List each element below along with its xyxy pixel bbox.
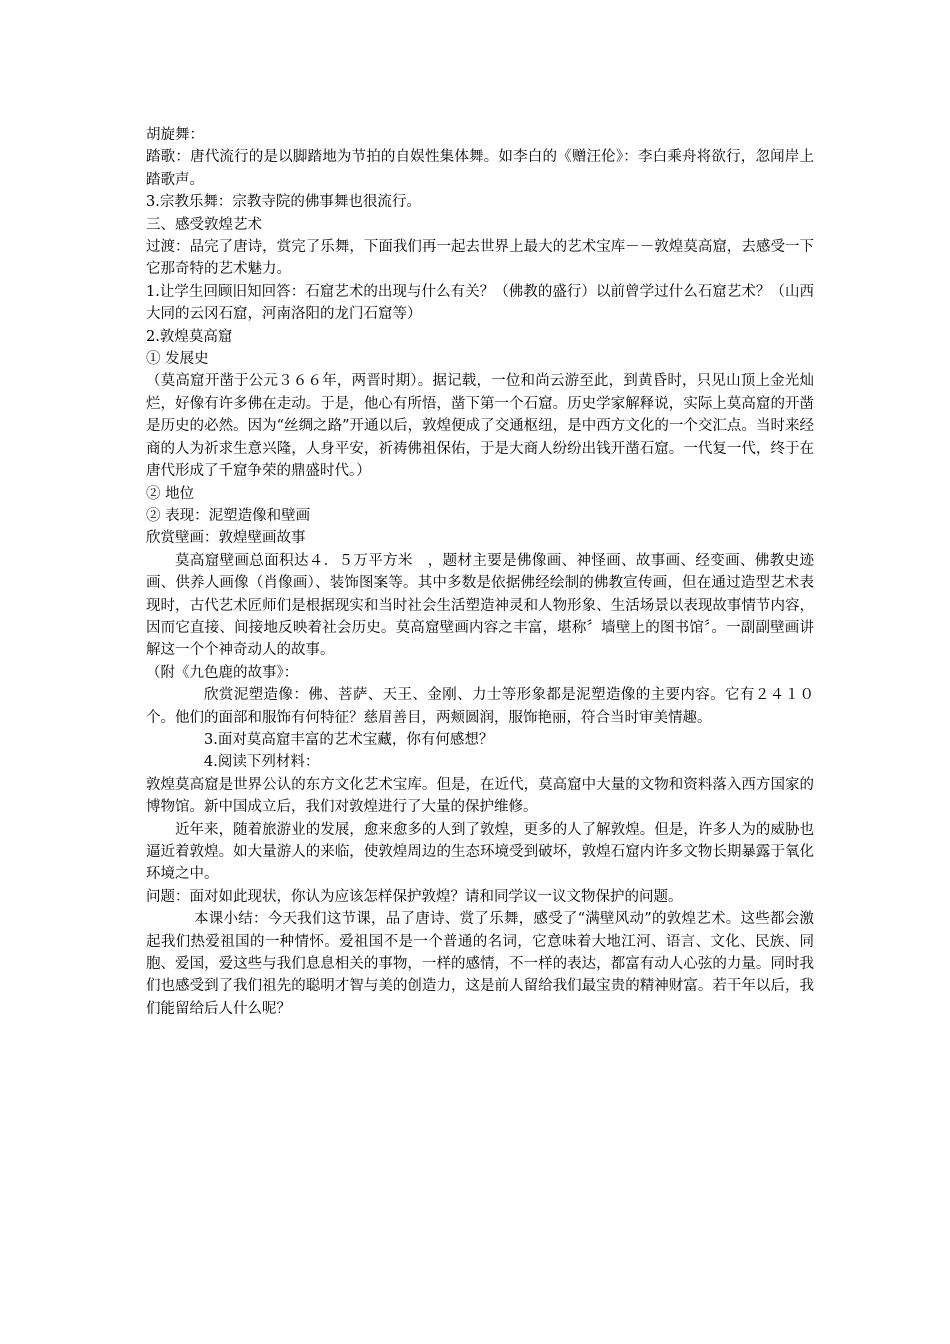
paragraph-discussion-question: 问题：面对如此现状，你认为应该怎样保护敦煌？请和同学议一议文物保护的问题。 bbox=[146, 888, 683, 905]
paragraph-summary: 本课小结：今天我们这节课，品了唐诗、赏了乐舞，感受了“满壁风动”的敦煌艺术。这些都会激起我们热爱祖国的一种情怀。爱祖国不是一个普通的名词，它意味着大地江河、语言、文化、民族、同胞、爱国，爱这些与我们息息相关的事物，一样的感情，不一样的表达，都富有动人心弦的力量。同时我们也感受到了我们祖先的聪明才智与美的创造力，这是前人留给我们最宝贵的精神财富。若干年以后，我们能留给后人什么呢？ bbox=[146, 911, 814, 1017]
section-heading-dunhuang: 三、感受敦煌艺术 bbox=[146, 216, 262, 233]
paragraph-material-1: 敦煌莫高窟是世界公认的东方文化艺术宝库。但是，在近代，莫高窟中大量的文物和资料落入西方国家的博物馆。新中国成立后，我们对敦煌进行了大量的保护维修。 bbox=[146, 776, 814, 816]
paragraph-review-question: 1.让学生回顾旧知回答：石窟艺术的出现与什么有关？（佛教的盛行）以前曾学过什么石窟艺术？（山西大同的云冈石窟，河南洛阳的龙门石窟等） bbox=[146, 283, 814, 323]
paragraph-reading-4: 4.阅读下列材料： bbox=[204, 754, 320, 771]
paragraph-murals: 莫高窟壁画总面积达４．５万平方米 ，题材主要是佛像画、神怪画、故事画、经变画、佛教史迹画、供养人画像（肖像画）、装饰图案等。其中多数是依据佛经绘制的佛教宣传画，但在通过造型艺术表现时，古代艺术匠师们是根据现实和当时社会生活塑造神灵和人物形象、生活场景以表现故事情节内容，因而它直接、间接地反映着社会历史。莫高窟壁画内容之丰富，堪称〞墙壁上的图书馆〞。一副副壁画讲解这一个个神奇动人的故事。 bbox=[146, 552, 814, 659]
heading-murals: 欣赏壁画：敦煌壁画故事 bbox=[146, 530, 306, 547]
paragraph-transition: 过渡：品完了唐诗，赏完了乐舞，下面我们再一起去世界上最大的艺术宝库－－敦煌莫高窟，去感受一下它那奇特的艺术魅力。 bbox=[146, 239, 814, 278]
heading-mogao-caves: 2.敦煌莫高窟 bbox=[146, 328, 233, 345]
document-body bbox=[146, 124, 814, 1020]
paragraph-clay-sculptures: 欣赏泥塑造像：佛、菩萨、天王、金刚、力士等形象都是泥塑造像的主要内容。它有２４１０个。他们的面部和服饰有何特征？慈眉善目，两颊圆润，服饰艳丽，符合当时审美情趣。 bbox=[146, 687, 814, 726]
paragraph-material-2: 近年来，随着旅游业的发展，愈来愈多的人到了敦煌，更多的人了解敦煌。但是，许多人为的威胁也逼近着敦煌。如大量游人的来临，使敦煌周边的生态环境受到破坏，敦煌石窟内许多文物长期暴露于氧化环境之中。 bbox=[146, 821, 814, 883]
paragraph-history: （莫高窟开凿于公元３６６年，两晋时期）。据记载，一位和尚云游至此，到黄昏时，只见山顶上金光灿烂，好像有许多佛在走动。于是，他心有所悟，凿下第一个石窟。历史学家解释说，实际上莫高窟的开凿是历史的必然。因为“丝绸之路”开通以后，敦煌便成了交通枢纽，是中西方文化的一个交汇点。当时来经商的人为祈求生意兴隆，人身平安，祈祷佛祖保佑，于是大商人纷纷出钱开凿石窟。一代复一代，终于在唐代形成了千窟争荣的鼎盛时代。） bbox=[146, 373, 814, 480]
heading-expression: ② 表现：泥塑造像和壁画 bbox=[146, 507, 311, 524]
heading-huxuan-dance: 胡旋舞： bbox=[146, 127, 204, 143]
heading-history: ① 发展史 bbox=[146, 351, 209, 368]
paragraph-question-3: 3.面对莫高窟丰富的艺术宝藏，你有何感想？ bbox=[204, 731, 494, 748]
paragraph-nine-color-deer: （附《九色鹿的故事》： bbox=[146, 664, 299, 681]
paragraph-tage-dance: 踏歌：唐代流行的是以脚踏地为节拍的自娱性集体舞。如李白的《赠汪伦》：李白乘舟将欲行，忽闻岸上踏歌声。 bbox=[146, 149, 814, 188]
paragraph-religious-dance: 3.宗教乐舞：宗教寺院的佛事舞也很流行。 bbox=[146, 194, 421, 211]
heading-status: ② 地位 bbox=[146, 485, 195, 502]
